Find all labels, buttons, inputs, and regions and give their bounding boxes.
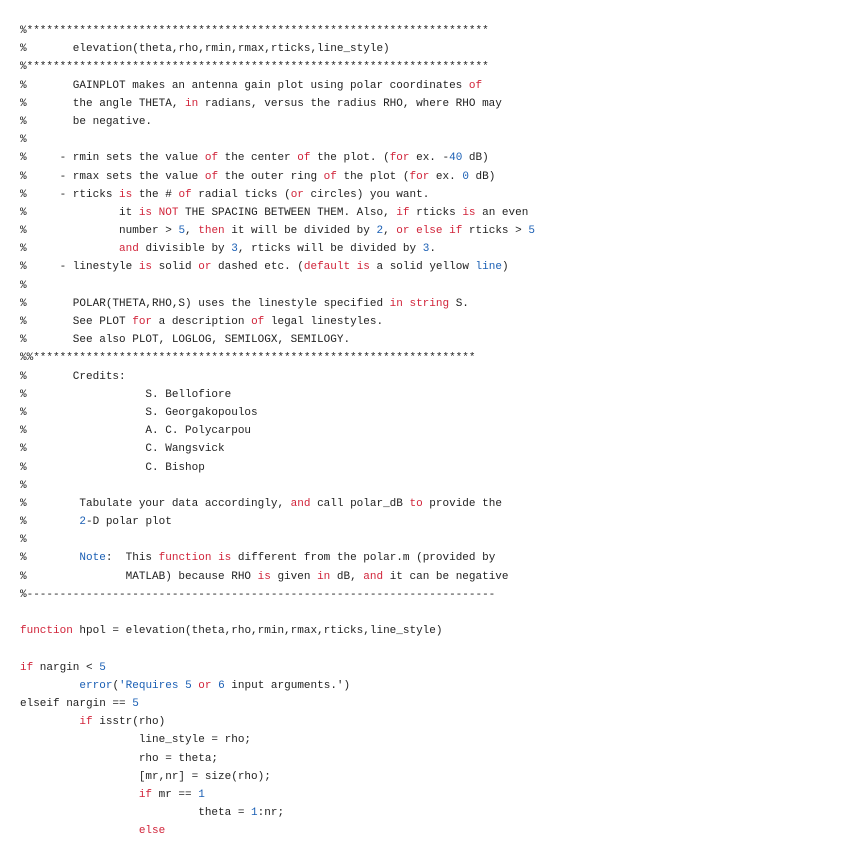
text-token: hpol = elevation(theta,rho,rmin,rmax,rticks,line_style)	[72, 625, 443, 638]
text-token: radians, versus the radius RHO, where RHO may	[198, 97, 502, 110]
code-line	[20, 768, 535, 786]
text-token: legal linestyles.	[264, 316, 384, 328]
text-token: rticks	[409, 206, 463, 219]
keyword-token: if	[20, 661, 34, 674]
text-token: % See also PLOT, LOGLOG, SEMILOGX, SEMILOGY.	[20, 334, 351, 347]
text-token: : This	[105, 552, 159, 565]
text-token: % - rmin sets the value	[20, 152, 205, 165]
code-line	[20, 277, 535, 295]
code-line	[20, 186, 535, 204]
keyword-token: and	[290, 497, 311, 510]
text-token: ex. -	[409, 152, 450, 165]
text-token: different from the polar.m (provided by	[231, 552, 496, 565]
keyword-token: and	[119, 243, 139, 256]
keyword-token: if	[79, 716, 93, 729]
text-token: nargin <	[33, 661, 100, 674]
code-line	[20, 513, 535, 531]
number-token: 0	[462, 170, 469, 183]
text-token: the center	[218, 152, 298, 165]
keyword-token: for	[132, 316, 153, 328]
text-token: % See PLOT	[20, 316, 133, 328]
keyword-token: or	[396, 225, 410, 238]
text-token	[20, 716, 79, 728]
text-token: %**********************************************************************	[20, 25, 489, 37]
text-token: % POLAR(THETA,RHO,S) uses the linestyle specified	[20, 297, 390, 310]
text-token: % the angle THETA,	[20, 97, 186, 110]
builtin-token: line	[475, 261, 502, 274]
text-token: %	[20, 479, 27, 492]
number-token: 5	[185, 679, 192, 692]
text-token: elseif nargin ==	[20, 697, 133, 710]
code-line	[20, 659, 535, 677]
text-token: %	[20, 552, 80, 565]
keyword-token: if	[396, 206, 410, 219]
text-token: ,	[383, 225, 397, 238]
text-token: it will be divided by	[224, 225, 377, 238]
number-token: 2	[376, 225, 384, 238]
code-line	[20, 786, 535, 804]
code-line	[20, 622, 535, 640]
code-line	[20, 258, 535, 276]
number-token: 1	[251, 807, 258, 820]
keyword-token: in	[389, 297, 403, 310]
keyword-token: is	[138, 261, 153, 274]
text-token: % elevation(theta,rho,rmin,rmax,rticks,line_style)	[20, 43, 390, 56]
text-token: % number >	[20, 225, 179, 238]
string-token: 'Requires	[119, 679, 186, 692]
text-token: %	[20, 516, 80, 529]
text-token: %%*******************************************************************	[20, 352, 476, 365]
text-token: THE SPACING BETWEEN THEM. Also,	[178, 206, 397, 219]
number-token: 40	[449, 152, 463, 165]
text-token: a solid yellow	[369, 261, 476, 274]
number-token: 2	[79, 516, 87, 529]
code-line	[20, 604, 535, 622]
code-line	[20, 295, 535, 313]
code-line	[20, 168, 535, 186]
number-token: 5	[528, 225, 535, 238]
text-token: ,	[185, 225, 199, 238]
keyword-token: if	[138, 788, 153, 801]
keyword-token: NOT	[158, 206, 179, 219]
text-token: %	[20, 243, 120, 256]
keyword-token: is	[356, 261, 370, 274]
code-line	[20, 95, 535, 113]
code-line	[20, 822, 535, 840]
code-line	[20, 149, 535, 167]
number-token: 5	[178, 225, 186, 238]
text-token	[152, 207, 159, 219]
text-token: line_style = rho;	[20, 734, 252, 747]
keyword-token: to	[409, 497, 423, 510]
text-token: input arguments.')	[224, 679, 351, 692]
text-token: % - linestyle	[20, 261, 139, 274]
text-token: %	[20, 134, 27, 147]
text-token: an even	[475, 206, 529, 219]
builtin-token: Note	[79, 552, 106, 565]
number-token: 6	[218, 679, 225, 692]
code-line	[20, 240, 535, 258]
keyword-token: function	[158, 552, 212, 565]
text-token: theta =	[20, 807, 252, 820]
keyword-token: is	[462, 206, 476, 219]
code-line	[20, 331, 535, 349]
text-token: the plot. (	[310, 152, 390, 165]
keyword-token: or	[198, 261, 212, 274]
keyword-token: if	[449, 225, 463, 238]
text-token: % MATLAB) because RHO	[20, 570, 258, 583]
code-line	[20, 750, 535, 768]
text-token	[20, 825, 139, 837]
text-token: [mr,nr] = size(rho);	[20, 770, 271, 783]
code-line	[20, 586, 535, 604]
text-token: dB)	[462, 152, 489, 165]
text-token: .	[429, 243, 436, 256]
code-line	[20, 313, 535, 331]
keyword-token: string	[409, 297, 450, 310]
keyword-token: of	[251, 316, 265, 328]
text-token: %**********************************************************************	[20, 61, 489, 74]
text-token: (	[112, 679, 120, 692]
code-line	[20, 804, 535, 822]
text-token: % A. C. Polycarpou	[20, 425, 252, 438]
number-token: 5	[132, 697, 139, 710]
keyword-token: function	[20, 625, 73, 638]
text-token: the outer ring	[218, 170, 324, 183]
code-line	[20, 477, 535, 495]
code-line	[20, 58, 535, 76]
code-line	[20, 695, 535, 713]
text-token: dB,	[330, 570, 364, 583]
text-token: given	[270, 570, 318, 583]
code-line	[20, 495, 535, 513]
code-line	[20, 40, 535, 58]
keyword-token: is	[138, 206, 153, 219]
text-token: % C. Bishop	[20, 461, 205, 474]
keyword-token: is	[218, 552, 232, 565]
keyword-token: of	[323, 170, 337, 183]
code-line	[20, 22, 535, 40]
code-line	[20, 531, 535, 549]
code-line	[20, 568, 535, 586]
code-line	[20, 349, 535, 367]
text-token	[20, 789, 139, 801]
keyword-token: then	[198, 225, 225, 238]
text-token: divisible by	[138, 243, 232, 256]
code-line	[20, 549, 535, 567]
code-line	[20, 77, 535, 95]
text-token: rticks >	[462, 225, 529, 238]
keyword-token: of	[297, 152, 311, 165]
text-token: solid	[152, 261, 199, 274]
text-token: the #	[132, 188, 179, 201]
text-token: dB)	[468, 170, 496, 183]
keyword-token: is	[257, 570, 271, 583]
text-token: % S. Bellofiore	[20, 388, 232, 401]
number-token: 3	[231, 243, 238, 256]
keyword-token: or	[198, 679, 212, 692]
code-line	[20, 422, 535, 440]
text-token: % - rmax sets the value	[20, 170, 205, 183]
text-token: % S. Georgakopoulos	[20, 406, 258, 419]
code-line	[20, 368, 535, 386]
text-token: call polar_dB	[310, 497, 410, 510]
text-token: S.	[449, 297, 469, 310]
text-token: it can be negative	[383, 570, 509, 583]
code-line	[20, 131, 535, 149]
code-line	[20, 204, 535, 222]
number-token: 5	[99, 661, 106, 674]
code-line	[20, 731, 535, 749]
keyword-token: of	[204, 152, 219, 165]
text-token: isstr(rho)	[92, 716, 166, 729]
code-line	[20, 404, 535, 422]
keyword-token: in	[317, 570, 331, 583]
keyword-token: of	[204, 170, 219, 183]
code-line	[20, 640, 535, 658]
builtin-token: error	[79, 679, 113, 692]
text-token: dashed etc. (	[211, 261, 304, 274]
code-line	[20, 459, 535, 477]
keyword-token: default	[303, 261, 351, 274]
text-token: :nr;	[257, 807, 285, 820]
text-token: a description	[152, 316, 252, 328]
code-line	[20, 677, 535, 695]
keyword-token: of	[468, 79, 483, 92]
text-token: % it	[20, 206, 139, 219]
text-token: %-----------------------------------------------------------------------	[20, 588, 496, 601]
keyword-token: is	[119, 188, 133, 201]
text-token: % C. Wangsvick	[20, 443, 225, 456]
keyword-token: or	[290, 188, 304, 201]
keyword-token: else	[416, 225, 443, 238]
number-token: 1	[198, 788, 205, 801]
keyword-token: for	[409, 170, 430, 183]
keyword-token: of	[178, 188, 192, 201]
text-token: % Credits:	[20, 370, 126, 383]
text-token: radial ticks (	[191, 188, 291, 201]
text-token: rho = theta;	[20, 752, 219, 765]
code-line	[20, 113, 535, 131]
keyword-token: for	[389, 152, 410, 165]
text-token	[20, 680, 79, 692]
text-token: % - rticks	[20, 188, 120, 201]
code-line	[20, 222, 535, 240]
keyword-token: else	[138, 825, 166, 838]
text-token	[350, 261, 357, 273]
text-token: %	[20, 279, 27, 292]
text-token: %	[20, 534, 27, 547]
code-editor-text[interactable]	[20, 22, 535, 840]
keyword-token: in	[185, 97, 199, 110]
text-token: mr ==	[152, 788, 199, 801]
text-token: provide the	[422, 497, 502, 510]
code-line	[20, 713, 535, 731]
text-token: % be negative.	[20, 115, 153, 128]
keyword-token: and	[363, 570, 384, 583]
code-line	[20, 440, 535, 458]
text-token: )	[501, 261, 509, 274]
text-token: , rticks will be divided by	[237, 243, 423, 256]
text-token: ex.	[429, 170, 463, 183]
text-token: the plot (	[336, 170, 410, 183]
text-token: % Tabulate your data accordingly,	[20, 497, 291, 510]
text-token: % GAINPLOT makes an antenna gain plot using polar coordinates	[20, 79, 469, 92]
text-token: circles) you want.	[303, 188, 430, 201]
code-line	[20, 386, 535, 404]
text-token: -D polar plot	[86, 516, 172, 529]
number-token: 3	[422, 243, 430, 256]
